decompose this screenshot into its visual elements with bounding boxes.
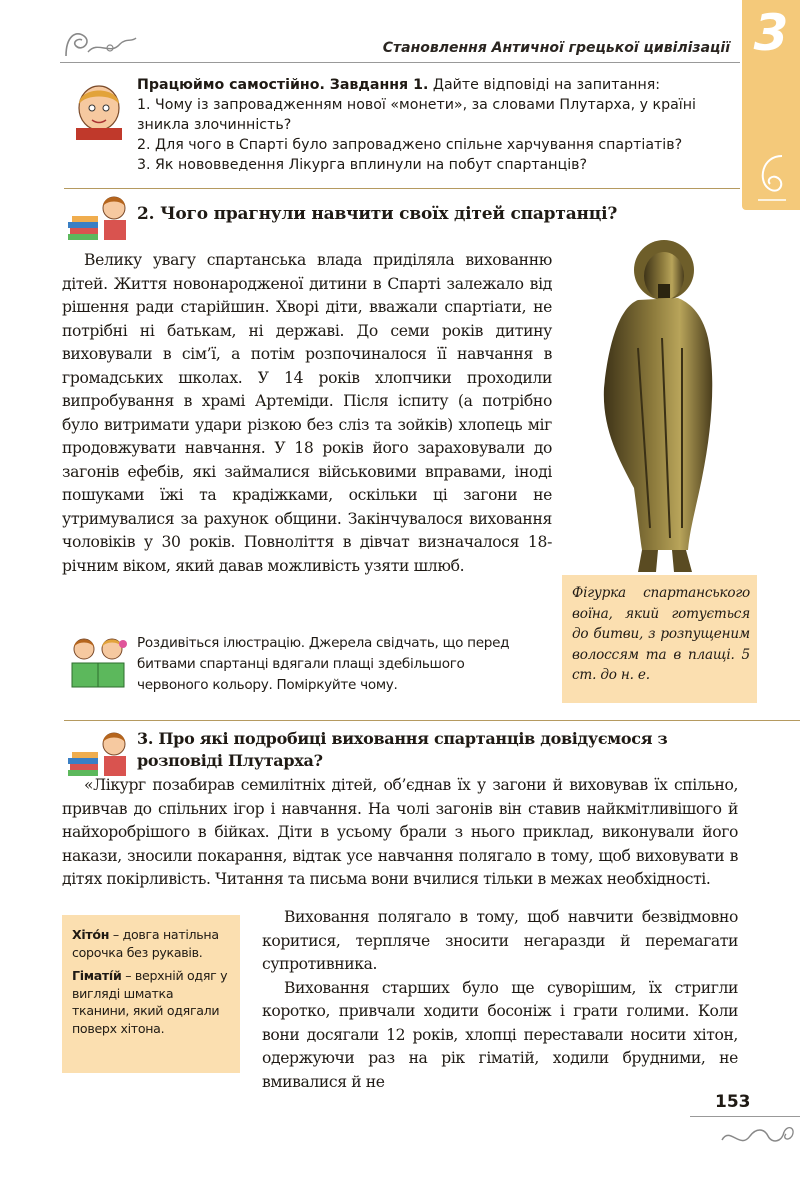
glossary-definition: – довга натільна сорочка без рукавів. <box>72 927 219 960</box>
girl-with-books-icon <box>66 192 132 244</box>
glossary-term: Гіматі́й <box>72 968 122 983</box>
glossary-entry-chiton <box>72 926 234 961</box>
footer-ornament-icon <box>718 1120 798 1156</box>
task-question-1: 1. Чому із запровадженням нової «монети», за словами Плутарха, у країні зникла злочинність? <box>137 97 696 133</box>
kids-reading-icon <box>66 635 130 691</box>
section-3-continued <box>262 906 738 1094</box>
glossary <box>72 926 234 1043</box>
look-task: Роздивіться ілюстрацію. Джерела свідчать, що перед битвами спартанці вдягали плащі здебільшого червоного кольору. Поміркуйте чому. <box>137 635 510 693</box>
spartan-warrior-figurine <box>578 228 743 578</box>
chapter-number: 3 <box>753 4 789 62</box>
header-rule <box>60 62 740 63</box>
glossary-term: Хіто́н <box>72 927 110 942</box>
running-title: Становлення Античної грецької цивілізації <box>382 40 730 56</box>
glossary-entry-himation <box>72 967 234 1037</box>
task-lead: Працюймо самостійно. Завдання 1. <box>137 77 429 93</box>
page-number: 153 <box>715 1092 751 1112</box>
task-lead-rest: Дайте відповіді на запитання: <box>428 77 661 93</box>
section-2-body: Велику увагу спартанська влада приділяла вихованню дітей. Життя новонародженої дитини в Спарті залежало від рішення ради старійшин. Хворі діти, вважали спартіати, не потрібні ні батькам, ні державі. До семи років дитину виховували в сім’ї, а потім розпочиналося її навчання в громадських школах. У 14 років хлопчики проходили випробування в храмі Артеміди. Після іспиту (а потрібно було витримати удари різкою без сліз та зойків) хлопець міг продовжувати навчання. У 18 років його зараховували до загонів ефебів, які займалися військовими вправами, іноді пошуками їжі та крадіжками, оскільки ці загони не утримувалися за рахунок общини. Закінчувалося виховання чоловіків у 30 років. Повноліття в дівчат визначалося 18-річним віком, який давав можливість узяти шлюб. <box>62 251 552 575</box>
section-2-title: 2. Чого прагнули навчити своїх дітей спартанці? <box>137 204 618 224</box>
chapter-ornament-icon <box>752 150 792 205</box>
section-divider <box>64 720 800 721</box>
task-question-3: 3. Як нововведення Лікурга вплинули на побут спартанців? <box>137 157 588 173</box>
paragraph: Виховання полягало в тому, щоб навчити безвідмовно коритися, терпляче зносити негаразди й перемагати супротивника. <box>262 908 738 973</box>
task-1 <box>137 75 737 175</box>
header-ornament-icon <box>62 26 142 60</box>
plutarch-quote: «Лікург позабирав семилітніх дітей, об’єднав їх у загони й виховував їх спільно, привчав до спільних ігор і навчання. На чолі загонів він ставив найкмітливішого й найхоробрішого в бійках. Діти в усьому брали з нього приклад, виконували його накази, зносили покарання, відтак усе навчання полягало в тому, щоб виховувати в дітях покірливість. Читання та письма вони вчилися тільки в межах необхідності. <box>62 776 738 888</box>
section-divider <box>64 188 740 189</box>
paragraph: Виховання старших було ще суворішим, їх стригли коротко, привчали ходити босоніж і грати голими. Коли вони досягали 12 років, хлопці переставали носити хітон, одержуючи раз на рік гіматій, ходили брудними, не вмивалися й не <box>262 978 738 1091</box>
footer-rule <box>690 1116 800 1117</box>
task-question-2: 2. Для чого в Спарті було запроваджено спільне харчування спартіатів? <box>137 137 683 153</box>
glossary-definition: – верхній одяг у вигляді шматка тканини, який одягали поверх хітона. <box>72 968 228 1036</box>
boy-reading-icon <box>68 80 130 142</box>
section-3-title: 3. Про які подробиці виховання спартанців довідуємося з розповіді Плутарха? <box>137 729 668 770</box>
girl-with-books-icon <box>66 727 132 781</box>
figure-caption: Фігурка спартанського воїна, який готується до битви, з розпущеним волоссям та в плащі. 5 ст. до н. е. <box>572 585 750 684</box>
